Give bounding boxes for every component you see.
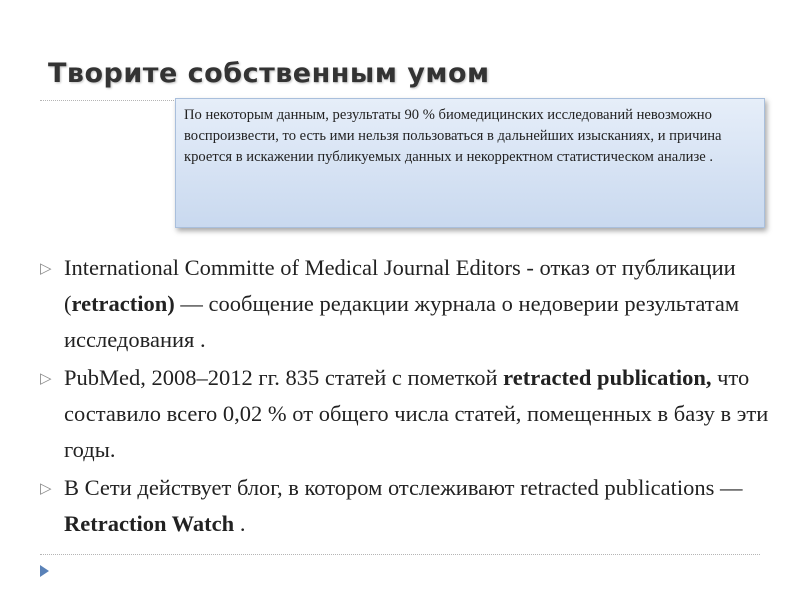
bullet-item <box>40 470 770 542</box>
bullet-text: PubMed, 2008–2012 гг. 835 статей с пометкой <box>64 365 504 390</box>
callout-box <box>175 98 765 228</box>
bullet-bold-term: Retraction Watch <box>64 511 235 536</box>
bullet-bold-term: retraction) <box>71 291 175 316</box>
bullet-bold-term: retracted publication, <box>503 365 712 390</box>
bullet-list <box>40 250 770 544</box>
bullet-triangle-icon: ▷ <box>40 259 52 277</box>
bullet-item <box>40 250 770 358</box>
footer-arrow-icon <box>40 565 49 577</box>
bullet-text: — сообщение редакции журнала о недоверии результатам исследования . <box>64 291 740 352</box>
footer-divider <box>40 554 760 555</box>
bullet-text: . <box>234 511 246 536</box>
bullet-text: В Сети действует блог, в котором отслеживают retracted publications — <box>64 475 743 500</box>
bullet-item <box>40 360 770 468</box>
callout-text: По некоторым данным, результаты 90 % биомедицинских исследований невозможно воспроизвести, то есть ими нельзя пользоваться в дальнейших изысканиях, и причина кроется в искажении публикуемых данных и некорректном статистическом анализе . <box>184 107 722 165</box>
bullet-triangle-icon: ▷ <box>40 479 52 497</box>
bullet-triangle-icon: ▷ <box>40 369 52 387</box>
slide-title: Творите собственным умом <box>48 58 490 89</box>
bullet-text: International Committe of Medical Journal Editors - отказ от публикации ( <box>64 255 736 316</box>
bullet-text: что составило всего 0,02 % от общего числа статей, помещенных в базу в эти годы. <box>64 365 769 462</box>
